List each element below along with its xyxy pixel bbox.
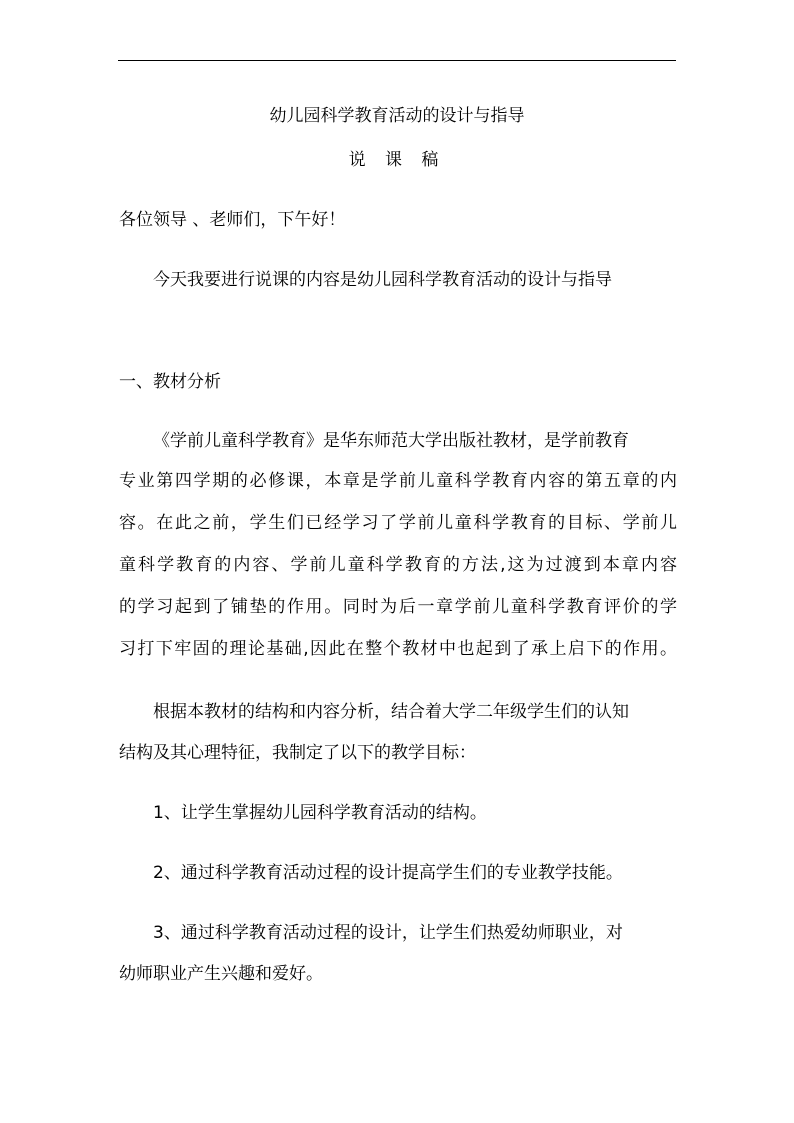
paragraph-line: 专业第四学期的必修课，本章是学前儿童科学教育内容的第五章的内 xyxy=(119,471,677,491)
paragraph-line: 根据本教材的结构和内容分析，结合着大学二年级学生们的认知 xyxy=(153,702,629,722)
document-subtitle: 说 课 稿 xyxy=(348,150,446,170)
paragraph-line: 容。在此之前，学生们已经学习了学前儿童科学教育的目标、学前儿 xyxy=(119,513,677,533)
paragraph-line: 习打下牢固的理论基础,因此在整个教材中也起到了承上启下的作用。 xyxy=(119,639,677,659)
greeting: 各位领导 、老师们，下午好！ xyxy=(119,210,346,230)
paragraph-line: 《学前儿童科学教育》是华东师范大学出版社教材，是学前教育 xyxy=(153,431,629,451)
paragraph-line: 的学习起到了铺垫的作用。同时为后一章学前儿童科学教育评价的学 xyxy=(119,597,677,617)
paragraph-line: 结构及其心理特征，我制定了以下的教学目标： xyxy=(119,743,476,763)
list-item: 3、通过科学教育活动过程的设计，让学生们热爱幼师职业，对 xyxy=(153,923,623,943)
document-title: 幼儿园科学教育活动的设计与指导 xyxy=(269,106,525,126)
list-item: 2、通过科学教育活动过程的设计提高学生们的专业教学技能。 xyxy=(153,863,623,883)
intro-paragraph: 今天我要进行说课的内容是幼儿园科学教育活动的设计与指导 xyxy=(153,270,612,290)
paragraph-line: 童科学教育的内容、学前儿童科学教育的方法,这为过渡到本章内容 xyxy=(119,555,677,575)
list-item-continuation: 幼师职业产生兴趣和爱好。 xyxy=(119,964,323,984)
header-rule xyxy=(118,60,676,61)
list-item: 1、让学生掌握幼儿园科学教育活动的结构。 xyxy=(153,803,487,823)
section-heading: 一、教材分析 xyxy=(119,372,221,392)
